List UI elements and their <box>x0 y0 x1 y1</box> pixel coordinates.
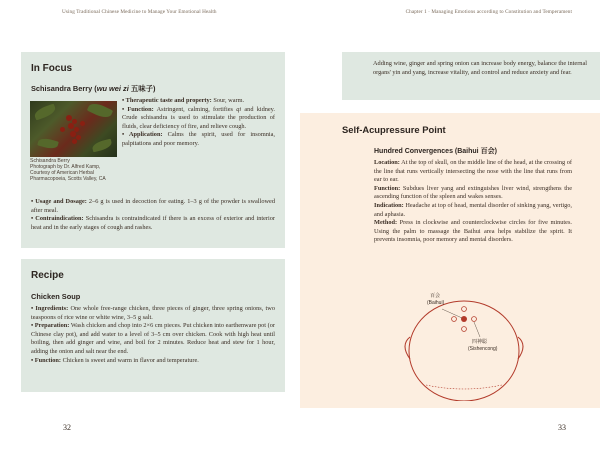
in-focus-subheading: Schisandra Berry (wu wei zi 五味子) <box>31 84 156 93</box>
in-focus-properties: • Therapeutic taste and property: Sour, warm. • Function: Astringent, calming, fortifies qi and kidney. Crude schisandra is used to stimulate the production of fluids, clear deficiency of fire, and relieve cough. • Application: Calms the spirit, used for insomnia, palpitations and poor memory. <box>122 97 276 147</box>
baihui-label-pinyin: (Baihui) <box>427 300 445 306</box>
sishencong-point <box>462 307 467 312</box>
baihui-leader-line <box>442 309 462 318</box>
recipe-body: • Ingredients: One whole free-range chicken, three pieces of ginger, three spring onions, two teaspoons of rice wine or white wine, 3–5 g salt. • Preparation: Wash chicken and chop into 2×6 cm pieces. Put chicken into earthenware pot (or Chinese clay pot), and add water to a level of 3–5 cm over chicken. Cook with high heat until boiling, then add ginger and wine, and boil for 2 minutes. Reduce heat and stew for 1 hour, adding the onion and salt near the end. • Function: Chicken is sweet and warm in flavor and temperature. <box>31 305 275 364</box>
sishencong-point <box>452 317 457 322</box>
photo-caption <box>30 158 118 182</box>
baihui-label-cn: 百会 <box>430 293 441 299</box>
right-page-number: 33 <box>558 423 566 432</box>
schisandra-berry-photo <box>30 101 117 157</box>
right-page <box>300 0 600 450</box>
hairline <box>426 385 502 389</box>
in-focus-usage: • Usage and Dosage: 2–6 g is used in decoction for eating. 1–3 g of the powder is swallowed after meal. • Contraindication: Schisandra is contraindicated if there is an excess of exterior and interior heat and in the early stages of cough and rashes. <box>31 198 275 231</box>
acupressure-heading: Self-Acupressure Point <box>342 124 446 135</box>
baihui-point <box>461 316 467 322</box>
sishencong-leader-line <box>474 322 480 337</box>
head-diagram <box>390 289 530 401</box>
left-running-head: Using Traditional Chinese Medicine to Manage Your Emotional Health <box>62 9 217 15</box>
sishencong-label-pinyin: (Sishencong) <box>468 346 498 352</box>
recipe-subheading: Chicken Soup <box>31 292 81 301</box>
sishencong-point <box>472 317 477 322</box>
sishencong-label-cn: 四神聪 <box>472 339 488 345</box>
photo-caption-title: Schisandra Berry <box>30 158 70 164</box>
acupressure-panel <box>300 113 600 408</box>
photo-caption-credit: Photograph by Dr. Alfred Kamp, Courtesy of American Herbal Pharmacopoeia, Scotts Valley, CA <box>30 164 106 182</box>
right-running-head: Chapter 1 · Managing Emotions according to Constitution and Temperament <box>405 9 572 15</box>
recipe-panel <box>21 259 285 392</box>
top-note-text: Adding wine, ginger and spring onion can increase body energy, balance the internal organs' yin and yang, increase vitality, and control and reduce anxiety and fear. <box>373 60 587 76</box>
recipe-heading: Recipe <box>31 270 64 281</box>
in-focus-heading: In Focus <box>31 63 73 74</box>
left-page-number: 32 <box>63 423 71 432</box>
sishencong-point <box>462 327 467 332</box>
acupressure-body: Location: At the top of skull, on the middle line of the head, at the crossing of the line that runs vertically intersecting the nose with the line that runs from ear to ear. Function: Subdues liver yang and extinguishes liver wind, strengthens the ascending function of the spleen and wakes senses. Indication: Headache at top of head, mental disorder of sinking yang, vertigo, and aphasia. Method: Press in clockwise and counterclockwise circles for five minutes. Using the palm to massage the Baihui area helps stabilize the spirit. It prevents insomnia, poor memory and mental disorders. <box>374 159 572 244</box>
acupressure-subheading: Hundred Convergences (Baihui 百会) <box>374 148 497 155</box>
top-note-panel <box>342 52 600 100</box>
